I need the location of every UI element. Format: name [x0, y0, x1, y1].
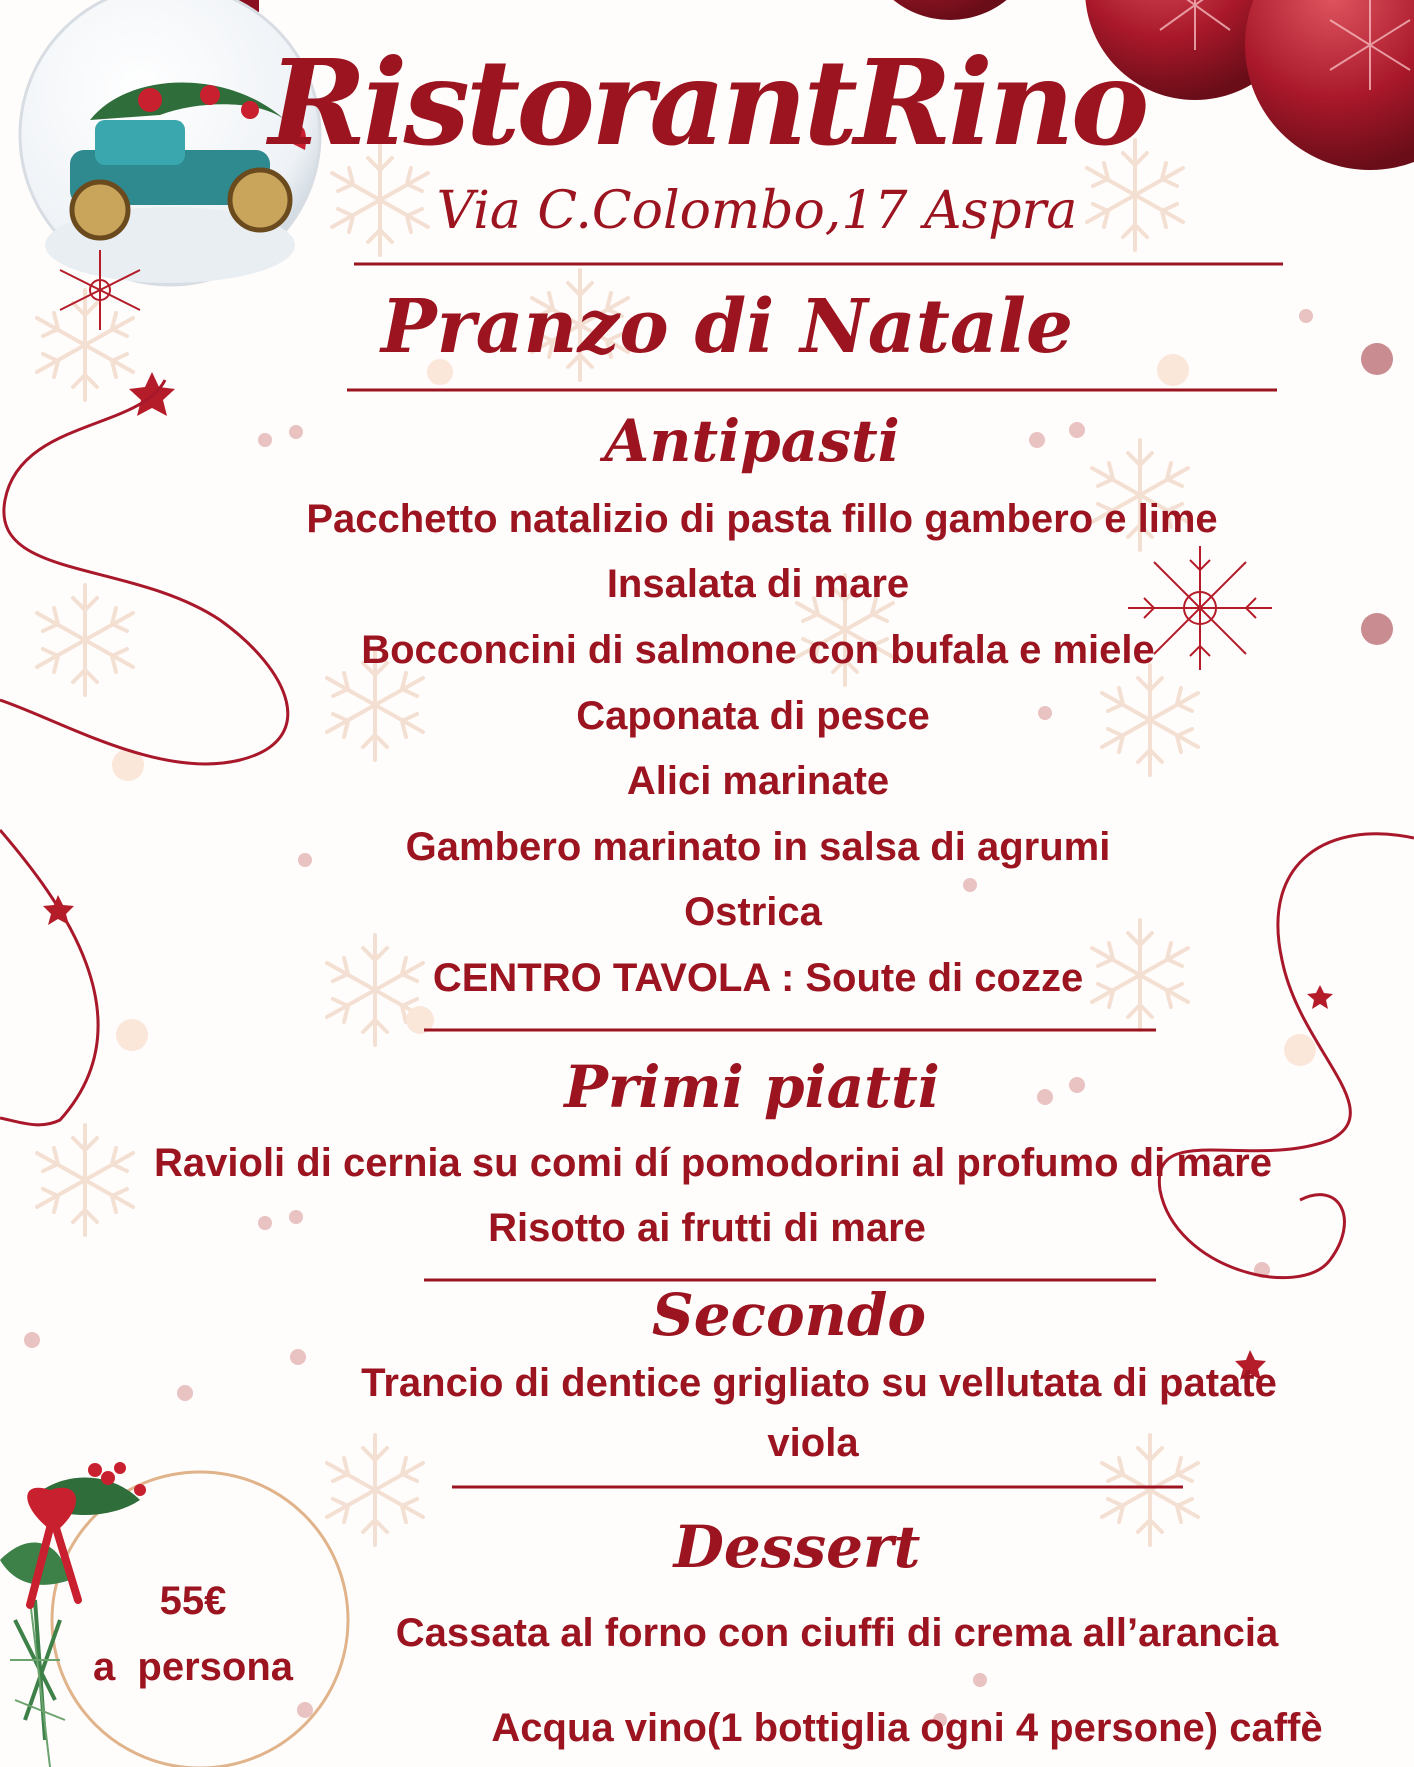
menu-item: Acqua vino(1 bottiglia ogni 4 persone) caffè — [491, 1706, 1323, 1750]
restaurant-address: Via C.Colombo,17 Aspra — [436, 181, 1078, 241]
menu-item: Caponata di pesce — [576, 694, 930, 738]
menu-item: CENTRO TAVOLA : Soute di cozze — [432, 956, 1084, 1000]
section-title-antipasti: Antipasti — [604, 407, 900, 475]
section-title-primi: Primi piatti — [564, 1053, 940, 1121]
section-title-secondo: Secondo — [651, 1281, 927, 1349]
menu-item: Risotto ai frutti di mare — [488, 1206, 926, 1250]
price-amount: 55€ — [159, 1579, 227, 1623]
menu-item: Pacchetto natalizio di pasta fillo gambero e lime — [306, 497, 1218, 541]
menu-item: Alici marinate — [626, 759, 890, 803]
menu-item: Insalata di mare — [606, 562, 910, 606]
price-badge — [58, 1568, 328, 1700]
menu-item: viola — [767, 1421, 859, 1465]
menu-subtitle: Pranzo di Natale — [380, 284, 1074, 370]
menu-item: Trancio di dentice grigliato su vellutata di patate — [361, 1361, 1277, 1405]
restaurant-title: RistorantRino — [268, 33, 1146, 172]
menu-item: Gambero marinato in salsa di agrumi — [405, 825, 1111, 869]
menu-item: Ravioli di cernia su comi dí pomodorini al profumo di mare — [154, 1141, 1272, 1185]
menu-item: Bocconcini di salmone con bufala e miele — [361, 628, 1155, 672]
section-title-dessert: Dessert — [673, 1513, 921, 1581]
price-unit: a persona — [92, 1645, 294, 1689]
menu-item: Cassata al forno con ciuffi di crema all’arancia — [395, 1611, 1279, 1655]
menu-item: Ostrica — [684, 890, 822, 934]
